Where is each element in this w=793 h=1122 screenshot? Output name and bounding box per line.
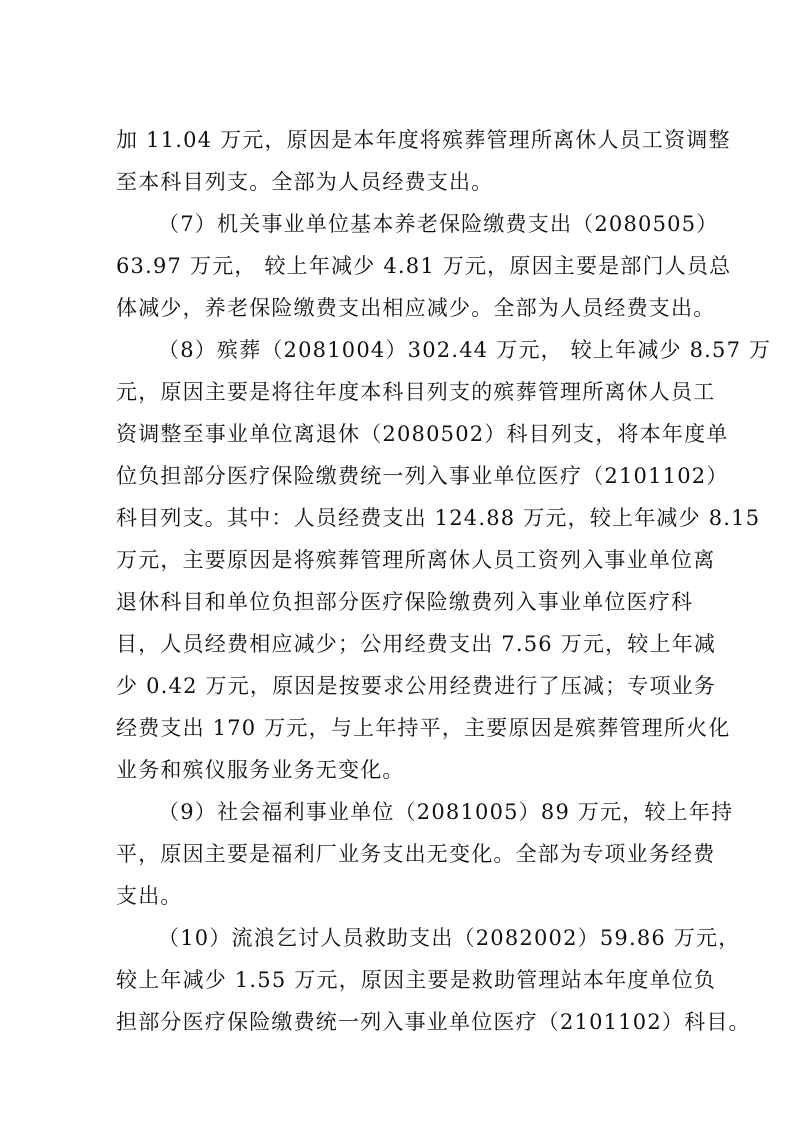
text-line: 平，原因主要是福利厂业务支出无变化。全部为专项业务经费 [116, 842, 716, 866]
text-line: 万元，主要原因是将殡葬管理所离休人员工资列入事业单位离 [116, 548, 716, 572]
text-line: 少 0.42 万元，原因是按要求公用经费进行了压减；专项业务 [116, 674, 717, 698]
text-line: 资调整至事业单位离退休（2080502）科目列支，将本年度单 [116, 422, 729, 446]
paragraph-heading-8: （8）殡葬（2081004）302.44 万元， 较上年减少 8.57 万 [158, 338, 772, 362]
text-line: 体减少，养老保险缴费支出相应减少。全部为人员经费支出。 [116, 296, 716, 320]
paragraph-heading-9: （9）社会福利事业单位（2081005）89 万元，较上年持 [158, 800, 734, 824]
text-line: 支出。 [116, 884, 183, 908]
paragraph-heading-7: （7）机关事业单位基本养老保险缴费支出（2080505） [158, 212, 719, 236]
text-line: 加 11.04 万元，原因是本年度将殡葬管理所离休人员工资调整 [116, 128, 731, 152]
paragraph-heading-10: （10）流浪乞讨人员救助支出（2082002）59.86 万元， [158, 926, 741, 950]
text-line: 业务和殡仪服务业务无变化。 [116, 758, 405, 782]
text-line: 位负担部分医疗保险缴费统一列入事业单位医疗（2101102） [116, 464, 729, 488]
text-line: 63.97 万元， 较上年减少 4.81 万元，原因主要是部门人员总 [116, 254, 732, 278]
text-line: 至本科目列支。全部为人员经费支出。 [116, 170, 494, 194]
text-line: 元，原因主要是将往年度本科目列支的殡葬管理所离休人员工 [116, 380, 716, 404]
text-line: 经费支出 170 万元，与上年持平，主要原因是殡葬管理所火化 [116, 716, 731, 740]
text-line: 退休科目和单位负担部分医疗保险缴费列入事业单位医疗科 [116, 590, 694, 614]
text-line: 目，人员经费相应减少；公用经费支出 7.56 万元，较上年减 [116, 632, 717, 656]
text-line: 较上年减少 1.55 万元，原因主要是救助管理站本年度单位负 [116, 968, 717, 992]
text-line: 科目列支。其中：人员经费支出 124.88 万元，较上年减少 8.15 [116, 506, 761, 530]
text-line: 担部分医疗保险缴费统一列入事业单位医疗（2101102）科目。 [116, 1010, 751, 1034]
